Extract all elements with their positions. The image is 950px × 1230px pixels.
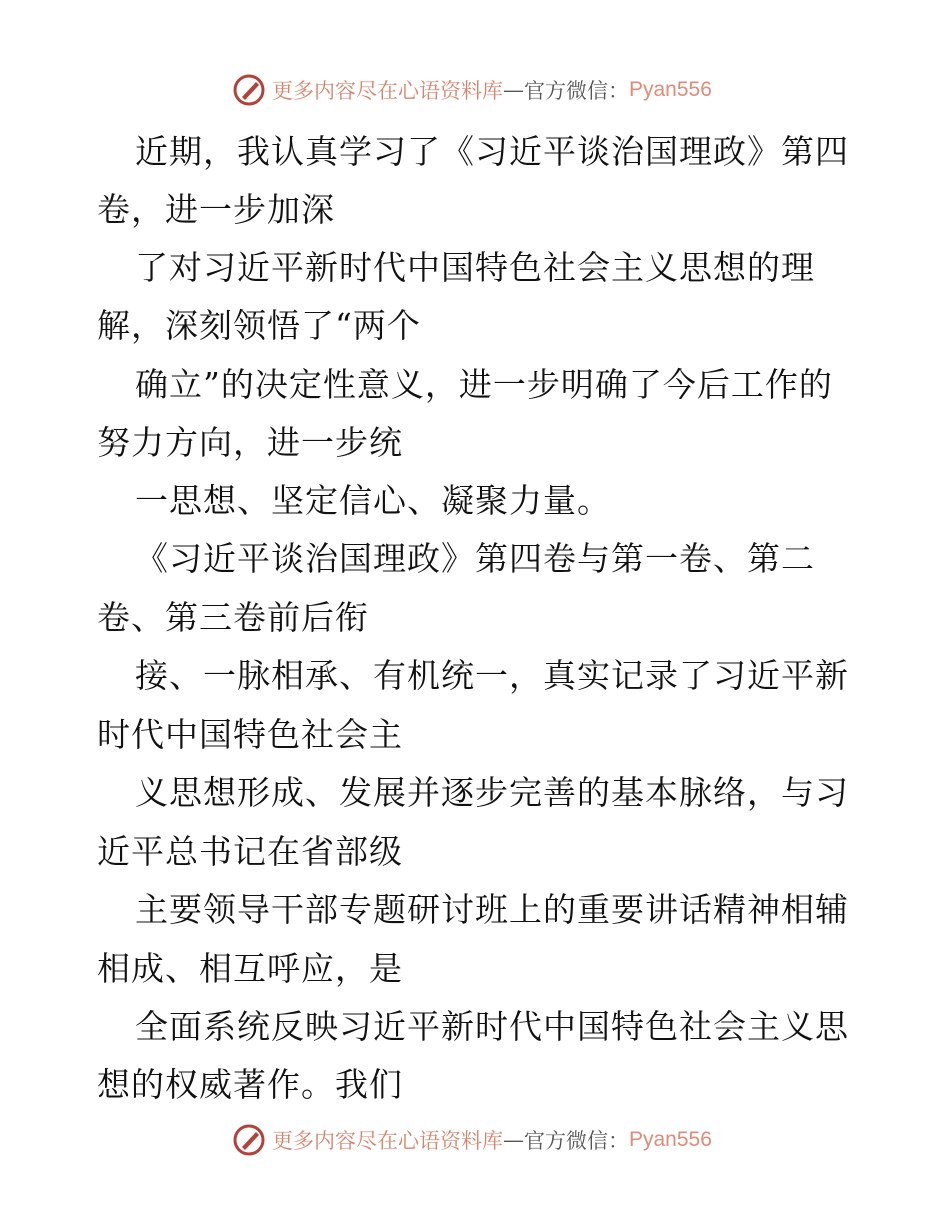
text-line: 主要领导干部专题研讨班上的重要讲话精神相辅 bbox=[135, 890, 849, 929]
text-line: 努力方向，进一步统 bbox=[97, 423, 403, 462]
footer-site: 更多内容尽在心语资料库 bbox=[272, 1129, 503, 1153]
text-line: 近期，我认真学习了《习近平谈治国理政》第四 bbox=[135, 132, 849, 171]
text-line: 想的权威著作。我们 bbox=[97, 1065, 403, 1104]
text-line: 一思想、坚定信心、凝聚力量。 bbox=[135, 481, 611, 520]
footer-dash: — bbox=[503, 1128, 524, 1152]
footer-wechat-id: Pyan556 bbox=[629, 1128, 712, 1151]
header-dash: — bbox=[503, 78, 524, 102]
text-line: 卷，进一步加深 bbox=[97, 190, 335, 229]
pen-logo-icon bbox=[232, 1123, 266, 1157]
text-line: 时代中国特色社会主 bbox=[97, 715, 403, 754]
text-line: 近平总书记在省部级 bbox=[97, 832, 403, 871]
text-line: 接、一脉相承、有机统一，真实记录了习近平新 bbox=[135, 656, 849, 695]
text-line: 确立”的决定性意义，进一步明确了今后工作的 bbox=[135, 365, 833, 404]
text-line: 卷、第三卷前后衔 bbox=[97, 598, 369, 637]
header-site: 更多内容尽在心语资料库 bbox=[272, 79, 503, 103]
footer-watermark bbox=[232, 1122, 712, 1158]
header-watermark bbox=[232, 72, 712, 108]
text-line: 义思想形成、发展并逐步完善的基本脉络，与习 bbox=[135, 773, 849, 812]
text-line: 相成、相互呼应，是 bbox=[97, 949, 403, 988]
footer-wechat-label: 官方微信： bbox=[524, 1129, 629, 1153]
text-line: 了对习近平新时代中国特色社会主义思想的理 bbox=[135, 248, 815, 287]
header-wechat-label: 官方微信： bbox=[524, 79, 629, 103]
text-line: 解，深刻领悟了“两个 bbox=[97, 306, 421, 345]
text-line: 全面系统反映习近平新时代中国特色社会主义思 bbox=[135, 1007, 849, 1046]
text-line: 《习近平谈治国理政》第四卷与第一卷、第二 bbox=[135, 539, 815, 578]
pen-logo-icon bbox=[232, 73, 266, 107]
header-wechat-id: Pyan556 bbox=[629, 78, 712, 101]
